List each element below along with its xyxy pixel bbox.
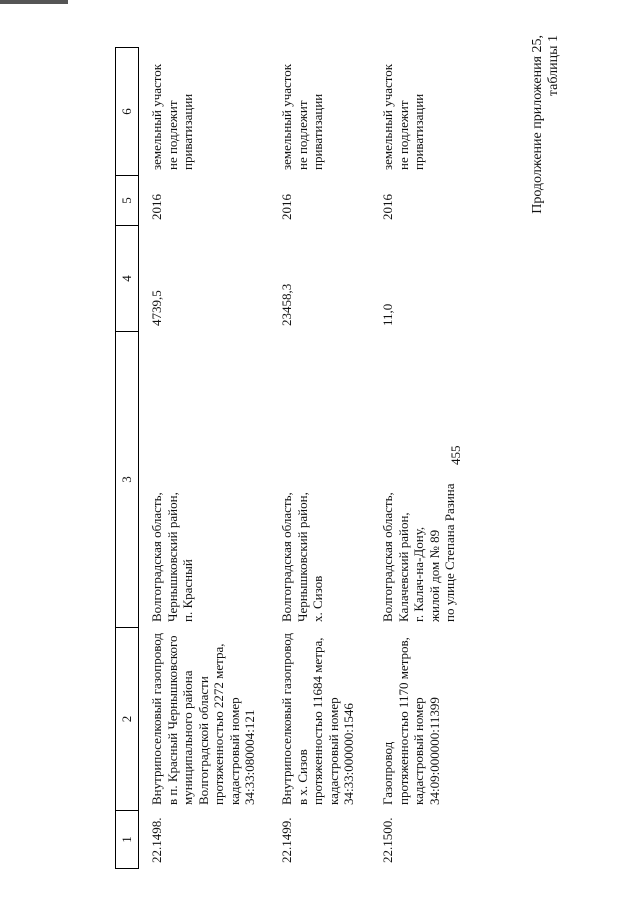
object-area: 4739,5 xyxy=(149,290,164,326)
continuation-caption xyxy=(530,35,562,255)
object-name: Внутрипоселковый газопровод в х. Сизов протяженностью 11684 метра, кадастровый номер 34:33:000000:1546 xyxy=(279,632,356,805)
header-col-4: 4 xyxy=(116,225,138,331)
object-year: 2016 xyxy=(380,194,395,220)
continuation-line-2: таблицы 1 xyxy=(546,35,561,97)
header-col-1: 1 xyxy=(116,810,138,868)
row-number: 22.1500. xyxy=(380,817,395,863)
header-col-5: 5 xyxy=(116,175,138,225)
object-address: Волгоградская область, Чернышковский район, п. Красный xyxy=(149,492,195,622)
object-note: земельный участок не подлежит приватизации xyxy=(149,63,195,170)
object-name: Газопровод протяженностью 1170 метров, кадастровый номер 34:09:000000:11399 xyxy=(380,637,442,805)
page-number: 455 xyxy=(448,445,463,465)
object-year: 2016 xyxy=(149,194,164,220)
row-number: 22.1498. xyxy=(149,817,164,863)
object-area: 23458,3 xyxy=(279,283,294,326)
object-note: земельный участок не подлежит приватизации xyxy=(380,63,426,170)
object-note: земельный участок не подлежит приватизации xyxy=(279,63,325,170)
object-year: 2016 xyxy=(279,194,294,220)
header-col-6: 6 xyxy=(119,108,134,115)
object-address: Волгоградская область, Чернышковский район, х. Сизов xyxy=(279,492,325,622)
row-number: 22.1499. xyxy=(279,817,294,863)
object-name: Внутрипоселковый газопровод в п. Красный Чернышковского муниципального района Волгоградской области протяженностью 2272 метра, кадастровый номер 34:33:080004:121 xyxy=(149,632,257,805)
object-address: Волгоградская область, Калачевский район, г. Калач-на-Дону, жилой дом № 89 по улице Степана Разина xyxy=(380,483,457,622)
header-col-3: 3 xyxy=(116,331,138,627)
table-header-row xyxy=(115,47,139,869)
header-col-2: 2 xyxy=(116,627,138,810)
object-area: 11,0 xyxy=(380,303,395,326)
continuation-line-1: Продолжение приложения 25, xyxy=(530,35,545,214)
